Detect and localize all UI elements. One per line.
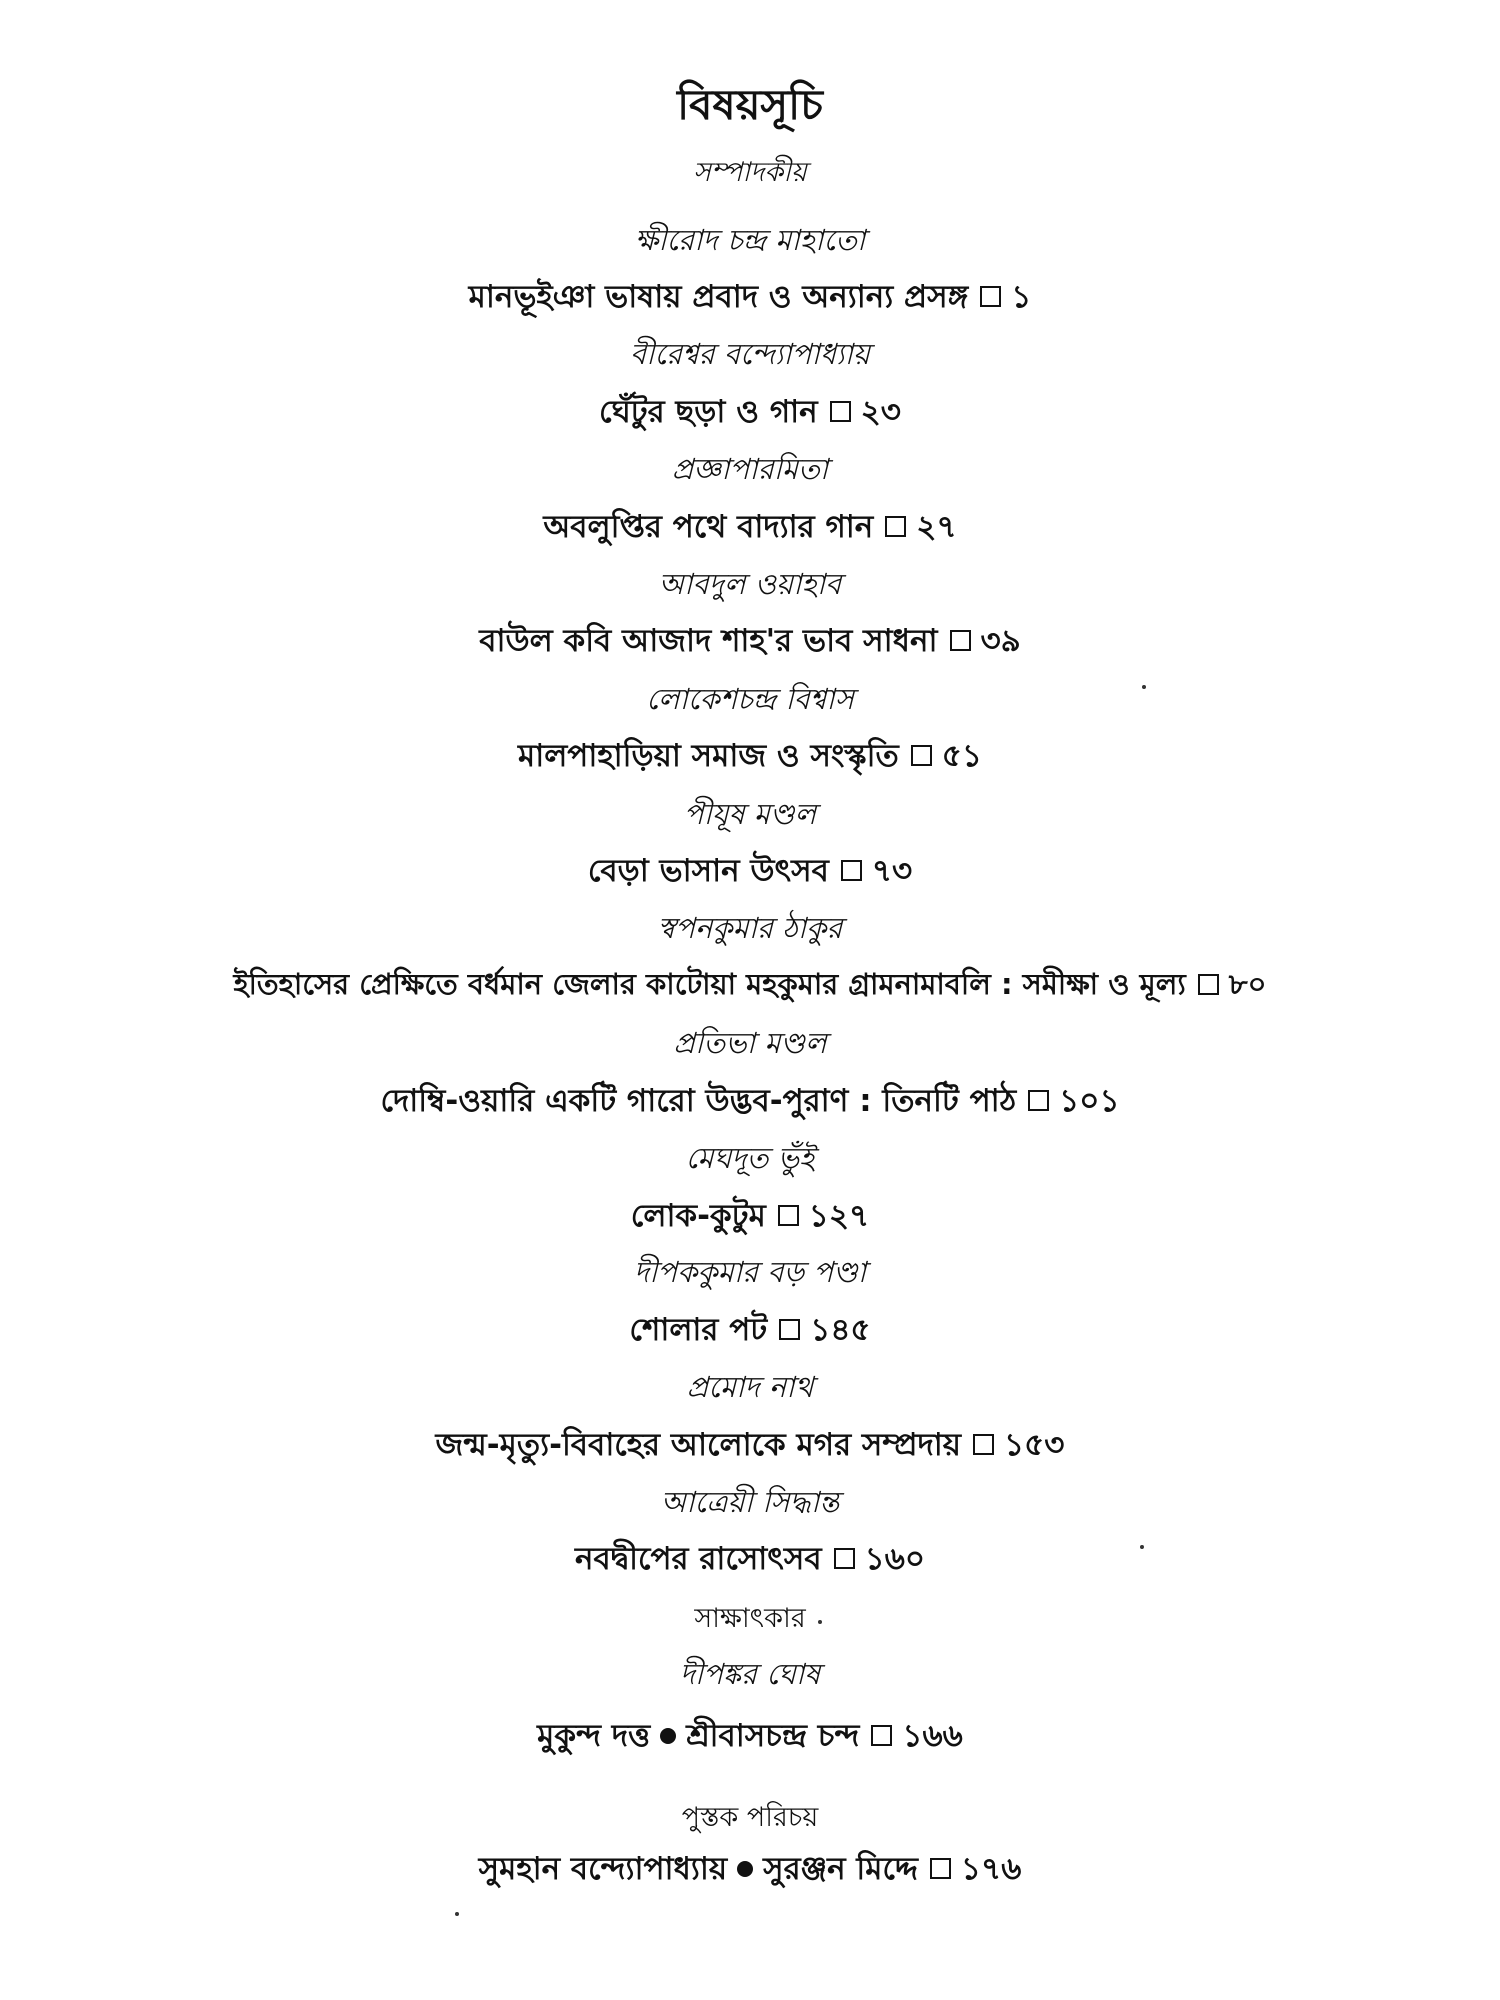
entry-author: বীরেশ্বর বন্দ্যোপাধ্যায় [630, 337, 870, 371]
scan-speck [818, 1620, 822, 1624]
entry-page: ২৭ [916, 509, 957, 545]
interview-author: দীপঙ্কর ঘোষ [679, 1657, 821, 1691]
entry-title: শোলার পট [629, 1312, 768, 1348]
entry-row [0, 847, 1500, 899]
book-review-name-a: সুমহান বন্দ্যোপাধ্যায় [478, 1851, 728, 1887]
bullet-icon [660, 1728, 676, 1744]
entry-title: মালপাহাড়িয়া সমাজ ও সংস্কৃতি [518, 738, 899, 774]
interview-name-a: মুকুন্দ দত্ত [537, 1718, 651, 1754]
book-review-name-b: সুরঞ্জন মিদ্দে [763, 1851, 918, 1887]
entry-author: প্রতিভা মণ্ডল [673, 1026, 827, 1060]
entry-page: ৮০ [1228, 967, 1267, 1001]
entry-page: ৭৩ [871, 853, 913, 889]
entry-title: জন্ম-মৃত্যু-বিবাহের আলোকে মগর সম্প্রদায় [435, 1427, 962, 1463]
checkbox-icon [778, 1205, 799, 1226]
entry-row [0, 273, 1500, 325]
entry-row [0, 732, 1500, 784]
scan-speck [455, 1912, 459, 1916]
entry-author: লোকেশচন্দ্র বিশ্বাস [646, 682, 854, 716]
checkbox-icon [1198, 974, 1219, 995]
entry-author: পীযূষ মণ্ডল [683, 797, 817, 831]
checkbox-icon [834, 1548, 855, 1569]
page-title: বিষয়সূচি [677, 80, 823, 129]
entry-row [0, 617, 1500, 669]
entry-title: বাউল কবি আজাদ শাহ'র ভাব সাধনা [479, 623, 938, 659]
entry-page: ১০১ [1059, 1083, 1120, 1119]
entry-title: অবলুপ্তির পথে বাদ্যার গান [543, 509, 874, 545]
entry-page: ১ [1011, 279, 1032, 315]
entry-row [0, 503, 1500, 555]
entry-page: ১২৭ [808, 1198, 870, 1234]
entry-title: মানভূইঞা ভাষায় প্রবাদ ও অন্যান্য প্রসঙ্গ [468, 279, 969, 315]
entry-page: ১৫৩ [1004, 1427, 1065, 1463]
checkbox-icon [980, 286, 1001, 307]
checkbox-icon [841, 860, 862, 881]
interview-heading: সাক্ষাৎকার [694, 1603, 806, 1634]
entry-title: ঘেঁটুর ছড়া ও গান [599, 394, 818, 430]
interview-page: ১৬৬ [902, 1718, 963, 1754]
entry-title: ইতিহাসের প্রেক্ষিতে বর্ধমান জেলার কাটোয়া মহকুমার গ্রামনামাবলি : সমীক্ষা ও মূল্য [233, 967, 1186, 1001]
interview-row [0, 1712, 1500, 1764]
entry-page: ১৪৫ [810, 1312, 871, 1348]
entry-author: স্বপনকুমার ঠাকুর [657, 911, 843, 945]
book-review-heading: পুস্তক পরিচয় [681, 1802, 819, 1833]
checkbox-icon [911, 745, 932, 766]
bullet-icon [737, 1861, 753, 1877]
entry-row [0, 962, 1500, 1011]
entry-row [0, 1077, 1500, 1129]
book-review-page: ১৭৬ [960, 1851, 1022, 1887]
entry-title: বেড়া ভাসান উৎসব [587, 853, 829, 889]
entry-page: ১৬০ [864, 1541, 926, 1577]
checkbox-icon [930, 1858, 951, 1879]
entry-author: ক্ষীরোদ চন্দ্র মাহাতো [634, 223, 866, 257]
scan-speck [1142, 685, 1146, 689]
entry-row [0, 1192, 1500, 1244]
checkbox-icon [950, 630, 971, 651]
checkbox-icon [871, 1725, 892, 1746]
entry-row [0, 1306, 1500, 1358]
checkbox-icon [830, 401, 851, 422]
editorial-heading: সম্পাদকীয় [693, 157, 807, 188]
checkbox-icon [885, 516, 906, 537]
entry-row [0, 1421, 1500, 1473]
entry-row [0, 1535, 1500, 1587]
entry-row [0, 388, 1500, 440]
interview-name-b: শ্রীবাসচন্দ্র চন্দ [686, 1718, 860, 1754]
entry-author: প্রজ্ঞাপারমিতা [671, 452, 829, 486]
book-review-row [0, 1845, 1500, 1897]
checkbox-icon [1028, 1090, 1049, 1111]
entry-page: ৫১ [941, 738, 982, 774]
entry-author: আবদুল ওয়াহাব [658, 567, 842, 601]
checkbox-icon [973, 1434, 994, 1455]
entry-page: ২৩ [860, 394, 901, 430]
entry-author: দীপককুমার বড় পণ্ডা [633, 1255, 867, 1289]
entry-author: মেঘদূত ভুঁই [685, 1141, 815, 1175]
entry-title: দোম্বি-ওয়ারি একটি গারো উদ্ভব-পুরাণ : তিনটি পাঠ [380, 1083, 1017, 1119]
scan-speck [1140, 1545, 1144, 1549]
entry-author: আত্রেয়ী সিদ্ধান্ত [660, 1485, 840, 1519]
entry-author: প্রমোদ নাথ [686, 1370, 814, 1404]
entry-page: ৩৯ [980, 623, 1021, 659]
checkbox-icon [779, 1319, 800, 1340]
entry-title: লোক-কুটুম [630, 1198, 766, 1234]
entry-title: নবদ্বীপের রাসোৎসব [574, 1541, 822, 1577]
